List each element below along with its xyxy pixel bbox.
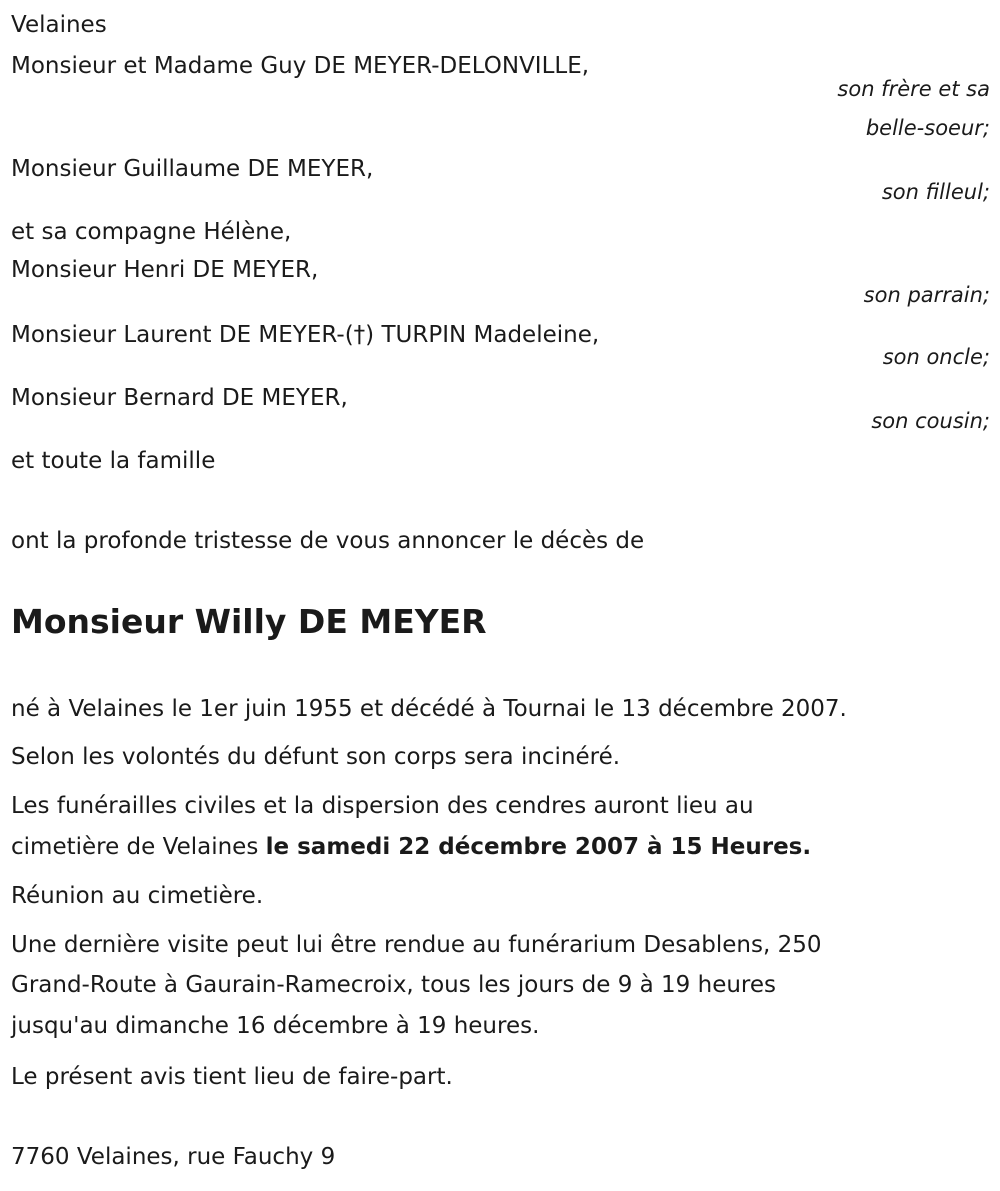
family-member-name: Monsieur et Madame Guy DE MEYER-DELONVILLE, <box>11 53 590 79</box>
family-relation: son frère et sa <box>837 77 990 101</box>
announcement: ont la profonde tristesse de vous annoncer le décès de <box>11 528 645 554</box>
family-member-name: Monsieur Laurent DE MEYER-(†) TURPIN Madeleine, <box>11 322 600 348</box>
notice: Le présent avis tient lieu de faire-part. <box>11 1064 453 1090</box>
address: 7760 Velaines, rue Fauchy 9 <box>11 1144 336 1170</box>
family-relation: son oncle; <box>882 345 990 369</box>
family-relation: son parrain; <box>863 283 990 307</box>
family-relation: son cousin; <box>871 409 990 433</box>
funeral-line <box>11 831 811 863</box>
family-member-name: Monsieur Guillaume DE MEYER, <box>11 156 374 182</box>
family-relation: son filleul; <box>881 180 990 204</box>
funeral-date: le samedi 22 décembre 2007 à 15 Heures. <box>265 834 812 860</box>
visit-line: Une dernière visite peut lui être rendue au funérarium Desablens, 250 <box>11 932 822 958</box>
birth-death: né à Velaines le 1er juin 1955 et décédé à Tournai le 13 décembre 2007. <box>11 696 847 722</box>
funeral-place: cimetière de Velaines <box>11 834 266 860</box>
family-member-name: Monsieur Bernard DE MEYER, <box>11 385 348 411</box>
family-member-name: Monsieur Henri DE MEYER, <box>11 257 319 283</box>
meeting: Réunion au cimetière. <box>11 883 264 909</box>
family-member-name: et sa compagne Hélène, <box>11 219 292 245</box>
visit-line: jusqu'au dimanche 16 décembre à 19 heures. <box>11 1013 540 1039</box>
visit-line: Grand-Route à Gaurain-Ramecroix, tous les jours de 9 à 19 heures <box>11 972 777 998</box>
cremation: Selon les volontés du défunt son corps sera incinéré. <box>11 744 621 770</box>
deceased-name: Monsieur Willy DE MEYER <box>11 602 487 641</box>
family-relation: belle-soeur; <box>865 116 990 140</box>
funeral-line: Les funérailles civiles et la dispersion des cendres auront lieu au <box>11 793 754 819</box>
place: Velaines <box>11 12 107 38</box>
family-member-name: et toute la famille <box>11 448 216 474</box>
